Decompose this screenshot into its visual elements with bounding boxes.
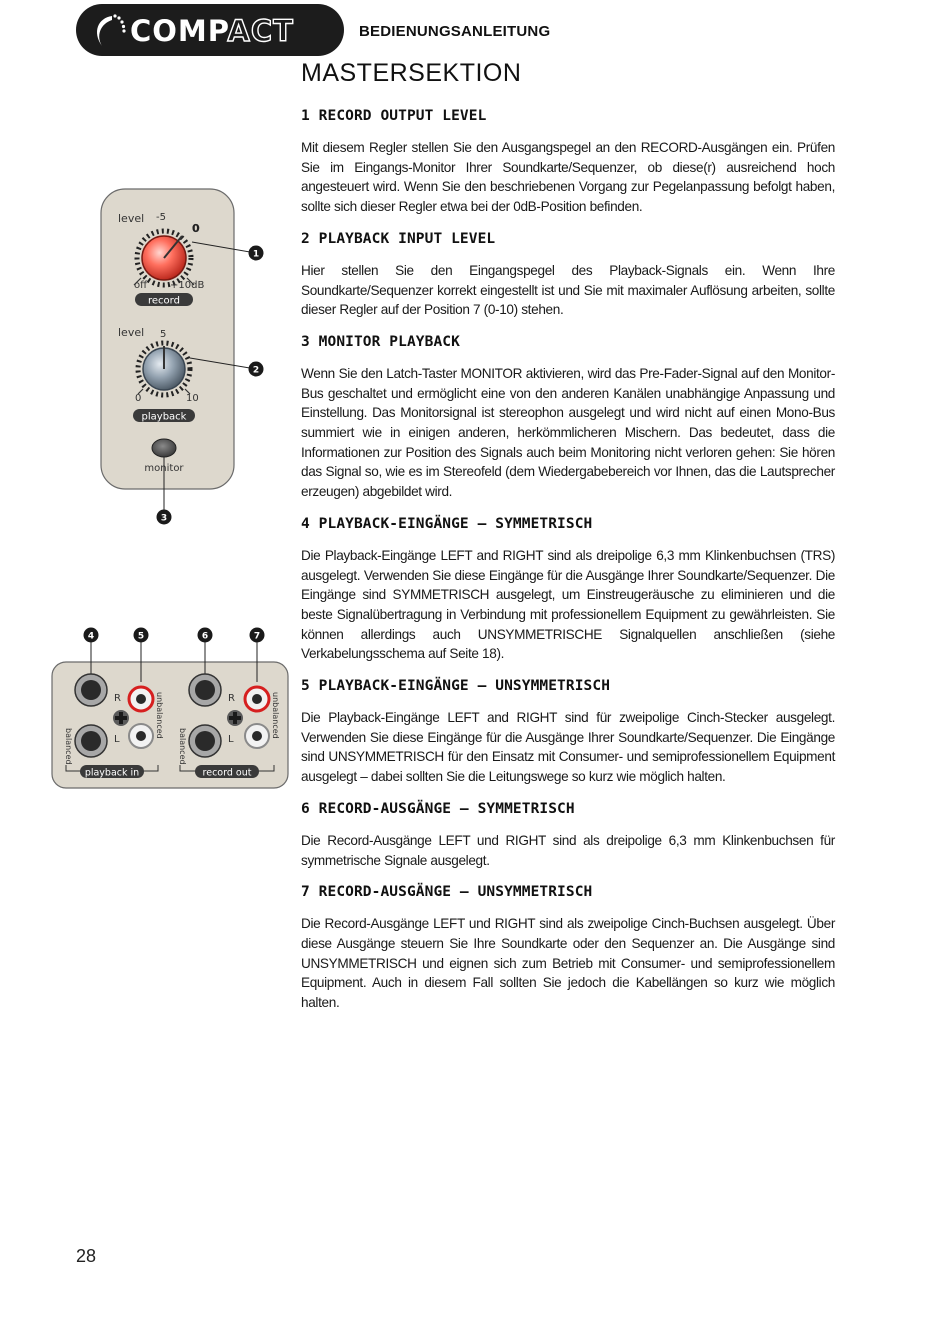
section-heading: 4 PLAYBACK-EINGÄNGE – SYMMETRISCH (301, 515, 593, 532)
record-l-label: L (228, 734, 234, 745)
playback-in-right-trs-jack[interactable] (75, 674, 107, 706)
section-playback-inputs-balanced (301, 512, 835, 664)
master-panel-figure (98, 186, 274, 526)
record-out-ground-screw-icon (227, 710, 243, 726)
record-level-label: level (118, 212, 145, 225)
playback-level-label: level (118, 326, 145, 339)
header-label: BEDIENUNGSANLEITUNG (359, 23, 551, 40)
section-playback-inputs-unbalanced (301, 674, 835, 787)
io-jacks-figure (48, 624, 294, 792)
logo-text-outline: ACT (227, 14, 294, 48)
callout-2: 2 (252, 365, 260, 376)
playback-balanced-label: balanced (64, 728, 73, 765)
record-mark-minus5: -5 (156, 212, 166, 223)
section-body: Die Playback-Eingänge LEFT and RIGHT sind für zweipolige Cinch-Stecker ausgelegt. Verwenden Sie diese Eingänge für die Ausgänge Ihrer Soundkarte/Sequenzer. Die Eingänge sind UNSYMMETRISCH für den Einsatz mit Consumer- und semiprofessionellem Equipment ausgelegt – dabei sollten Sie die Leitungswege so kurz wie möglich halten. (301, 710, 835, 785)
record-out-left-rca-jack[interactable] (245, 724, 269, 748)
section-body: Wenn Sie den Latch-Taster MONITOR aktivieren, wird das Pre-Fader-Signal auf den Monitor-Bus geschaltet und ermöglicht eine von den anderen Kanälen unabhängige Anpassung und Einstellung. Das Monitorsignal ist stereophon ausgelegt und wird nicht auf einen Mono-Bus summiert wie in einigen anderen, herkömmlicheren Mischern. Das bedeutet, dass die Informationen zur Position des Signals auch beim Monitoring nicht verloren gehen: Sie hören das Signal so, wie es im Stereofeld (dem Wiedergabebereich vor Ihnen, das die Lautsprecher erzeugen) abgebildet wird. (301, 365, 835, 500)
record-out-right-trs-jack[interactable] (189, 674, 221, 706)
section-body: Hier stellen Sie den Eingangspegel des Playback-Signals ein. Wenn Ihre Soundkarte/Sequenzer korrekt eingestellt ist und Sie mit maximaler Auflösung arbeiten, sollte dieser Regler auf der Position 7 (0-10) stehen. (301, 262, 835, 318)
playback-mark-0: 0 (135, 393, 142, 404)
section-heading: 2 PLAYBACK INPUT LEVEL (301, 230, 496, 247)
playback-in-badge: playback in (84, 767, 140, 779)
playback-in-ground-screw-icon (113, 710, 129, 726)
callout-1: 1 (252, 249, 260, 260)
playback-unbalanced-label: unbalanced (155, 692, 164, 739)
section-heading: 5 PLAYBACK-EINGÄNGE – UNSYMMETRISCH (301, 678, 611, 695)
callout-7: 7 (253, 631, 261, 642)
playback-in-right-rca-jack[interactable] (129, 687, 153, 711)
record-r-label: R (228, 693, 235, 704)
playback-in-left-trs-jack[interactable] (75, 725, 107, 757)
section-heading: 3 MONITOR PLAYBACK (301, 333, 460, 350)
record-out-right-rca-jack[interactable] (245, 687, 269, 711)
section-playback-input-level (301, 227, 835, 320)
section-record-outputs-balanced (301, 797, 835, 870)
playback-in-left-rca-jack[interactable] (129, 724, 153, 748)
section-body: Die Record-Ausgänge LEFT und RIGHT sind als dreipolige 6,3 mm Klinkenbuchsen für symmetrische Signale ausgelegt. (301, 832, 835, 868)
record-out-badge: record out (202, 767, 252, 779)
record-mark-0: 0 (192, 222, 200, 235)
logo-wordmark (130, 14, 294, 48)
monitor-button[interactable] (152, 439, 176, 457)
playback-badge: playback (141, 411, 187, 423)
callout-4: 4 (87, 631, 95, 642)
record-mark-plus10: +10dB (170, 280, 205, 291)
playback-mark-10: 10 (186, 393, 199, 404)
section-body: Die Record-Ausgänge LEFT und RIGHT sind als zweipolige Cinch-Buchsen ausgelegt. Über diese Ausgänge steuern Sie Ihre Soundkarte oder den Sequenzer an. Die Ausgänge sind UNSYMMETRISCH und eignen sich zum Betrieb mit Consumer- und semiprofessionellem Equipment. Auch in diesem Fall sollten Sie jedoch die Kabellängen so kurz wie möglich halten. (301, 916, 835, 1011)
section-monitor-playback (301, 330, 835, 502)
callout-3: 3 (160, 513, 168, 524)
playback-r-label: R (114, 693, 121, 704)
content-column (301, 104, 835, 1023)
page-number: 28 (76, 1246, 97, 1266)
playback-l-label: L (114, 734, 120, 745)
section-record-outputs-unbalanced (301, 880, 835, 1013)
section-body: Mit diesem Regler stellen Sie den Ausgangspegel an den RECORD-Ausgängen ein. Prüfen Sie im Eingangs-Monitor Ihrer Soundkarte/Sequenzer, ob diese(r) ausreichend hoch angesteuert wird. Wenn Sie den beschriebenen Vorgang zur Pegelanpassung befolgt haben, sollte sich dieser Regler etwa bei der 0dB-Position befinden. (301, 140, 835, 215)
logo-swoosh-icon (82, 4, 132, 56)
callout-5: 5 (137, 631, 145, 642)
compact-logo (76, 4, 344, 56)
monitor-label: monitor (144, 463, 184, 474)
record-unbalanced-label: unbalanced (271, 692, 280, 739)
playback-mark-5: 5 (160, 329, 167, 340)
section-heading: 1 RECORD OUTPUT LEVEL (301, 108, 487, 124)
section-record-output-level (301, 104, 835, 217)
record-mark-off: off (134, 280, 148, 291)
record-balanced-label: balanced (178, 728, 187, 765)
section-body: Die Playback-Eingänge LEFT and RIGHT sind als dreipolige 6,3 mm Klinkenbuchsen (TRS) ausgelegt. Verwenden Sie diese Eingänge für die Ausgänge Ihrer Soundkarte/Sequenzer. Die Eingänge sind SYMMETRISCH ausgelegt, um Einstreugeräusche zu eliminieren und die beste Signalübertragung in Verbindung mit professionellem Equipment zu gewährleisten. Sie können allerdings auch UNSYMMETRISCHE Signalquellen anschließen (siehe Verkabelungsschema auf Seite 18). (301, 547, 835, 662)
record-badge: record (148, 295, 180, 307)
section-heading: 7 RECORD-AUSGÄNGE – UNSYMMETRISCH (301, 884, 593, 901)
record-out-left-trs-jack[interactable] (189, 725, 221, 757)
callout-6: 6 (201, 631, 209, 642)
section-heading: 6 RECORD-AUSGÄNGE – SYMMETRISCH (301, 800, 575, 817)
logo-text-solid: COMP (130, 14, 228, 48)
page-title: MASTERSEKTION (301, 59, 522, 87)
